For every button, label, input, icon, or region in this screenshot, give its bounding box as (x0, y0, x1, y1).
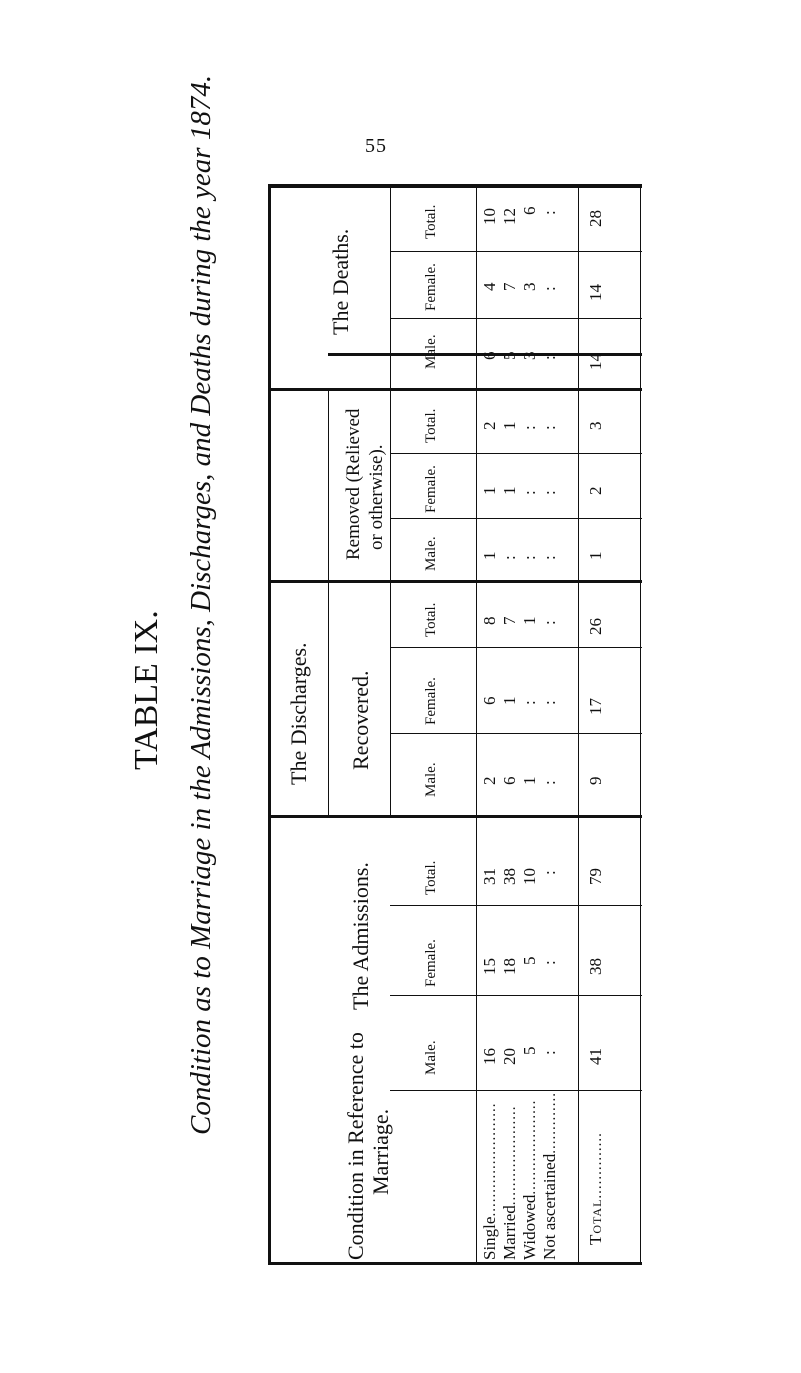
page-number: 55 (365, 135, 387, 157)
row-label-not-ascertained: Not ascertained............. (540, 1092, 559, 1260)
removed-male-header: Male. (423, 536, 439, 571)
admissions-female-header: Female. (423, 939, 439, 987)
header-discharges: The Discharges. (286, 642, 311, 785)
header-condition-1: Condition in Reference to (343, 1032, 368, 1260)
table-caption: Condition as to Marriage in the Admissions, Discharges, and Deaths during the year 1874. (185, 74, 217, 1135)
recovered-female-header: Female. (423, 677, 439, 725)
deaths-female-header: Female. (423, 263, 439, 311)
admissions-male-header: Male. (423, 1040, 439, 1075)
row-label-married: Married..................... (500, 1105, 519, 1260)
row-label-total: Total.............. (586, 1132, 605, 1245)
header-admissions: The Admissions. (348, 862, 373, 1010)
admissions-total-header: Total. (423, 860, 439, 895)
recovered-total-header: Total. (423, 602, 439, 637)
row-label-single: Single........................ (480, 1102, 499, 1260)
row-label-widowed: Widowed.................... (520, 1099, 539, 1260)
header-condition-2: Marriage. (368, 1108, 393, 1195)
removed-total-header: Total. (423, 408, 439, 443)
table-label: TABLE IX. (128, 610, 165, 770)
header-deaths: The Deaths. (328, 228, 353, 335)
header-removed-2: or otherwise). (366, 444, 387, 550)
recovered-male-header: Male. (423, 762, 439, 797)
header-recovered: Recovered. (348, 670, 373, 770)
data-table: The Deaths. The Discharges. Removed (Relieved or otherwise). Recovered. The Admissions. Condition in Reference to Marriage. Total. Female. Male. Total. Female. Male. Total. Female. Male. Total. Female. Male. 10 12 6 : 28 4 7 3 : 14 6 5 3 : 14 2 1 : : 3 1 1 : : 2 1 : : : 1 8 7 1 : 26 6 1 : : 17 2 6 1 : 9 31 38 10 : 79 15 18 5 : 38 16 20 5 : 41 Single........................ Married..................... Widowed.................... Not ascertained............. Total.............. (268, 185, 642, 1265)
header-removed-1: Removed (Relieved (343, 408, 364, 560)
deaths-male-header: Male. (423, 334, 439, 369)
deaths-total-header: Total. (423, 204, 439, 239)
removed-female-header: Female. (423, 465, 439, 513)
